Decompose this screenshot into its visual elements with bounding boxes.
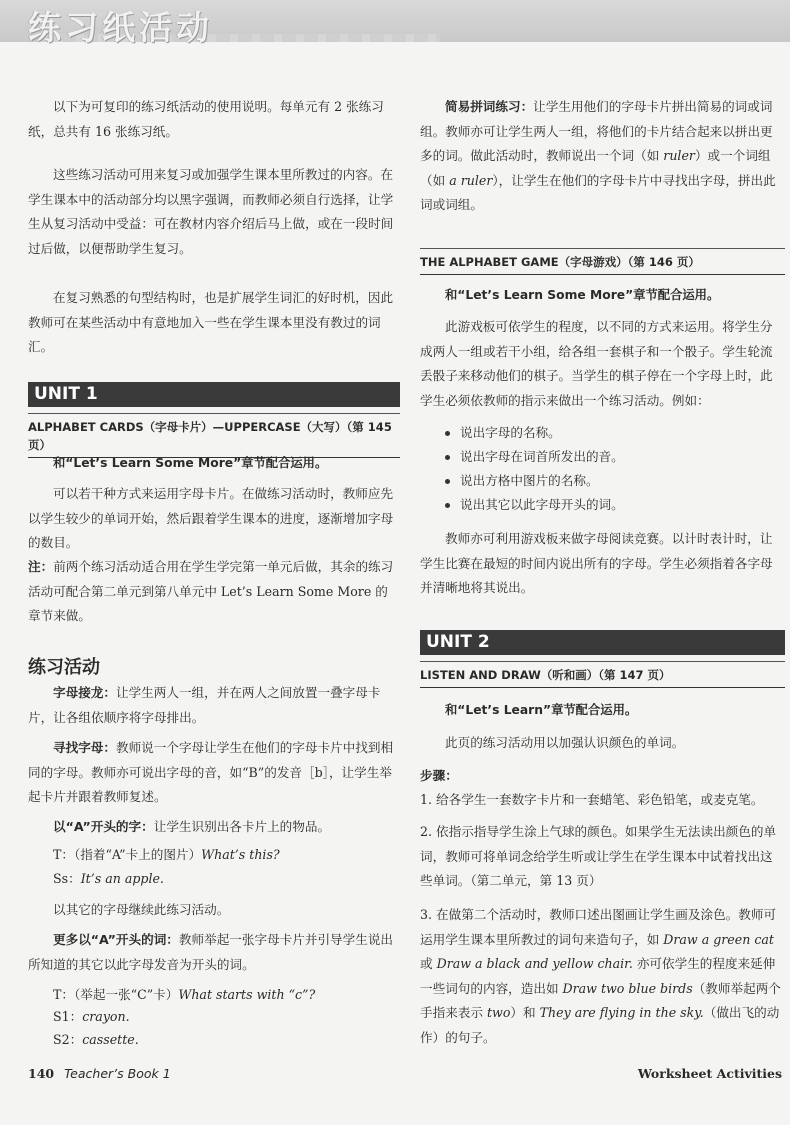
intro-paragraph-2: 这些练习活动可用来复习或加强学生课本里所教过的内容。在学生课本中的活动部分均以黑字强调，而教师必须自行选择，让学生从复习活动中受益：可在教材内容介绍后马上做，或在一段时间过后做，以便帮助学生复习。 (28, 167, 394, 256)
activity-text: 教师说一个字母让学生在他们的字母卡片中找到相同的字母。教师亦可说出字母的音，如“B”的发音［b］，让学生举起卡片并跟着教师复述。 (28, 740, 394, 804)
dialogue-students-line (53, 867, 425, 892)
page-footer-left (28, 1066, 171, 1081)
english-phrase: crayon. (82, 1009, 130, 1024)
speaker-label: Ss： (53, 871, 81, 886)
speaker-label: S1： (53, 1009, 83, 1024)
english-phrase: Draw two blue birds (562, 980, 693, 996)
dialogue-student-2-line (53, 1028, 425, 1053)
bullet-text: 说出方格中图片的名称。 (460, 473, 599, 488)
activity-text: 让学生两人一组，并在两人之间放置一叠字母卡片，让各组依顺序将字母排出。 (28, 685, 381, 725)
activity-text: 让学生识别出各卡片上的物品。 (153, 819, 331, 834)
bullet-dot (445, 503, 450, 508)
activity-letter-chain (28, 681, 400, 730)
english-phrase: Draw a black and yellow chair. (436, 956, 633, 971)
section-rule (420, 248, 785, 249)
activity-label: 寻找字母： (53, 740, 116, 755)
speaker-direction: T：（指着“A”卡上的图片） (53, 847, 202, 862)
unit-2-banner: UNIT 2 (420, 630, 785, 655)
step-text: 或 (420, 956, 437, 971)
english-word: two (486, 1005, 511, 1020)
activity-text: ），让学生在他们的字母卡片中寻找出字母，拼出此词或词组。 (420, 172, 776, 212)
english-phrase: What starts with “c”? (178, 987, 316, 1002)
dialogue-teacher-line-2 (53, 983, 425, 1008)
bullet-dot (445, 479, 450, 484)
activity-find-letter (28, 736, 400, 810)
section-usage-note: 和“Let’s Learn”章节配合运用。 (445, 703, 638, 717)
bullet-dot (445, 431, 450, 436)
step-text: 3. 在做第二个活动时，教师口述出图画让学生画及涂色。教师可运用学生课本里所教过的词句来造句子，如 (420, 907, 777, 947)
activity-simple-spelling (420, 95, 785, 218)
step-text: 亦可依学生的程度来延伸一些词句的内容，造出如 (420, 956, 776, 996)
bullet-item (445, 446, 624, 468)
bullet-item (445, 494, 624, 516)
intro-paragraph-1: 以下为可复印的练习纸活动的使用说明。每单元有 2 张练习纸，总共有 16 张练习纸。 (28, 99, 384, 139)
bullet-dot (445, 455, 450, 460)
activity-a-words (28, 815, 400, 840)
section-rule (420, 661, 785, 662)
english-phrase: It’s an apple. (80, 871, 164, 886)
english-phrase: cassette. (82, 1032, 139, 1047)
english-phrase: a ruler (449, 172, 493, 188)
section-name-footer: Worksheet Activities (637, 1066, 782, 1081)
step-text: （做出飞的动作）的句子。 (420, 1005, 780, 1045)
note-label: 注： (28, 559, 54, 574)
step-3 (420, 903, 785, 1050)
intro-paragraph-3: 在复习熟悉的句型结构时，也是扩展学生词汇的好时机，因此教师可在某些活动中有意地加入一些在学生课本里没有教过的词汇。 (28, 290, 394, 354)
alphabet-game-description: 此游戏板可依学生的程度，以不同的方式来运用。将学生分成两人一组或若干小组，给各组一套棋子和一个骰子。学生轮流丢骰子来移动他们的棋子。当学生的棋子停在一个字母上时，此学生必须依教师的指示来做出一个练习活动。例如： (420, 319, 773, 408)
bullet-text: 说出字母的名称。 (460, 425, 561, 440)
section-title-alphabet-cards: ALPHABET CARDS（字母卡片）—UPPERCASE（大写）（第 145 页） (28, 418, 400, 458)
bullet-text: 说出其它以此字母开头的词。 (460, 497, 624, 512)
section-usage-note: 和“Let’s Learn Some More”章节配合运用。 (53, 456, 328, 470)
dialogue-student-1-line (53, 1005, 425, 1030)
steps-heading: 步骤： (420, 768, 458, 783)
activity-label: 以“A”开头的字： (53, 819, 154, 834)
book-title: Teacher’s Book 1 (64, 1066, 171, 1081)
section-title-listen-and-draw: LISTEN AND DRAW（听和画）（第 147 页） (420, 666, 785, 688)
section-rule (28, 413, 400, 414)
step-text: ）和 (510, 1005, 540, 1020)
english-phrase: What’s this? (201, 847, 280, 862)
speaker-label: S2： (53, 1032, 83, 1047)
unit-1-banner: UNIT 1 (28, 382, 400, 407)
step-1: 1. 给各学生一套数字卡片和一套蜡笔、彩色铅笔，或麦克笔。 (420, 792, 764, 807)
page-number: 140 (28, 1066, 55, 1081)
bullet-item (445, 470, 599, 492)
step-2: 2. 依指示指导学生涂上气球的颜色。如果学生无法读出颜色的单词，教师可将单词念给学生听或让学生在学生课本中试着找出这些单词。（第二单元，第 13 页） (420, 824, 777, 888)
activity-label: 字母接龙： (53, 685, 116, 700)
bullet-item (445, 422, 561, 444)
activity-more-a-words (28, 928, 400, 977)
note-text: 前两个练习活动适合用在学生学完第一单元后做，其余的练习活动可配合第二单元到第八单元中 Let’s Learn Some More 的章节来做。 (28, 559, 394, 623)
speaker-direction: T：（举起一张“C”卡） (53, 987, 179, 1002)
alphabet-cards-note (28, 555, 400, 629)
activity-label: 更多以“A”开头的词： (53, 932, 179, 947)
alphabet-reading-race: 教师亦可利用游戏板来做字母阅读竞赛。以计时表计时，让学生比赛在最短的时间内说出所有的字母。学生必须指着各字母并清晰地将其说出。 (420, 531, 773, 595)
english-phrase: Draw a green cat (663, 931, 774, 947)
activity-text: 教师举起一张字母卡片并引导学生说出所知道的其它以此字母发音为开头的词。 (28, 932, 393, 972)
section-title-alphabet-game: THE ALPHABET GAME（字母游戏）（第 146 页） (420, 253, 785, 275)
alphabet-cards-description: 可以若干种方式来运用字母卡片。在做练习活动时，教师应先以学生较少的单词开始，然后跟着学生课本的进度，逐渐增加字母的数目。 (28, 486, 394, 550)
activity-label: 简易拼词练习： (445, 99, 534, 114)
listen-draw-description: 此页的练习活动用以加强认识颜色的单词。 (445, 735, 685, 750)
activity-continue-note: 以其它的字母继续此练习活动。 (53, 902, 230, 917)
activity-text: 让学生用他们的字母卡片拼出简易的词或词组。教师亦可让学生两人一组，将他们的卡片结合起来以拼出更多的词。做此活动时，教师说出一个词（如 (420, 99, 773, 163)
page-title: 练习纸活动 (28, 8, 213, 47)
step-text: （教师举起两个手指来表示 (420, 980, 781, 1020)
section-usage-note: 和“Let’s Learn Some More”章节配合运用。 (445, 288, 720, 302)
activity-text: ）或一个词组（如 (420, 148, 771, 188)
english-word: ruler (663, 148, 695, 163)
english-phrase: They are flying in the sky. (539, 1005, 704, 1020)
activities-heading: 练习活动 (28, 657, 100, 678)
dialogue-teacher-line (53, 843, 425, 868)
bullet-text: 说出字母在词首所发出的音。 (460, 449, 624, 464)
